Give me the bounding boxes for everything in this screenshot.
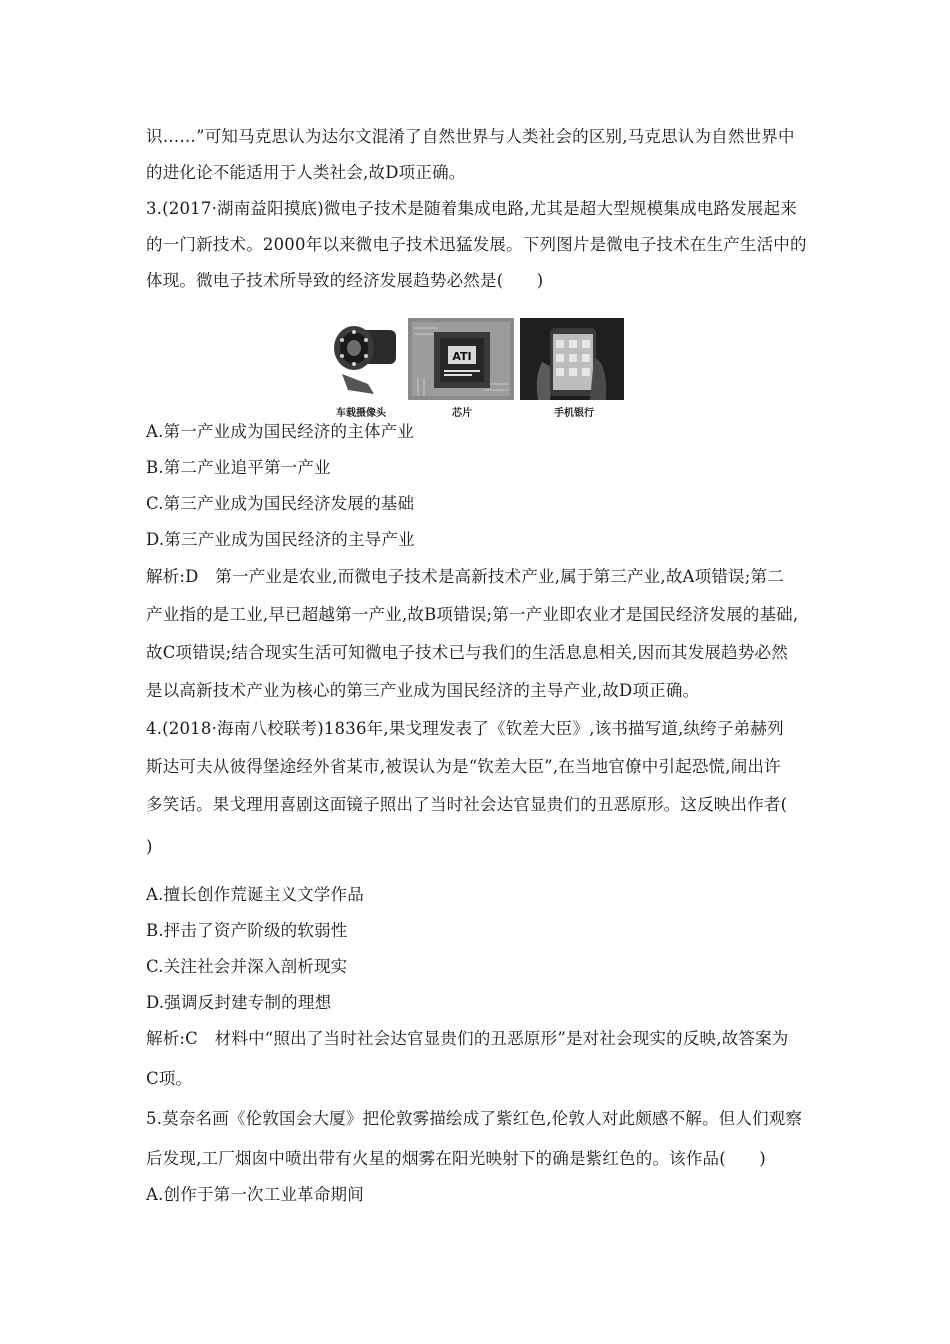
text-line: 多笑话。果戈理用喜剧这面镜子照出了当时社会达官显贵们的丑恶原形。这反映出作者(: [146, 795, 788, 814]
chip-icon: [408, 318, 514, 400]
question-4-stem: 4.(2018·海南八校联考)1836年,果戈理发表了《钦差大臣》,该书描写道,纨绔子弟赫列: [146, 719, 784, 738]
figure-chip: [408, 318, 514, 400]
figure-caption-phone: 手机银行: [554, 408, 594, 419]
figure-caption-chip: 芯片: [452, 408, 472, 419]
option-d: D.强调反封建专制的理想: [146, 993, 332, 1012]
text-line: 故C项错误;结合现实生活可知微电子技术已与我们的生活息息相关,因而其发展趋势必然: [146, 643, 788, 662]
option-b: B.第二产业追平第一产业: [146, 458, 331, 477]
phone-icon: [520, 318, 624, 400]
figure-row: [328, 318, 628, 418]
text-line: 的一门新技术。2000年以来微电子技术迅猛发展。下列图片是微电子技术在生产生活中的: [146, 235, 807, 254]
option-c: C.第三产业成为国民经济发展的基础: [146, 494, 415, 513]
text-line: 识……”可知马克思认为达尔文混淆了自然世界与人类社会的区别,马克思认为自然世界中: [146, 127, 795, 146]
figure-caption-camera: 车载摄像头: [336, 408, 386, 419]
explanation-3: 解析:D 第一产业是农业,而微电子技术是高新技术产业,属于第三产业,故A项错误;第二: [146, 567, 784, 586]
text-line: C项。: [146, 1069, 193, 1088]
option-a: A.第一产业成为国民经济的主体产业: [146, 422, 415, 441]
option-a: A.擅长创作荒诞主义文学作品: [146, 885, 364, 904]
figure-camera: [328, 318, 402, 400]
chip-label: ATI: [452, 350, 472, 363]
figure-phone: [520, 318, 624, 400]
text-line: 的进化论不能适用于人类社会,故D项正确。: [146, 163, 466, 182]
text-line: 斯达可夫从彼得堡途经外省某市,被误认为是“钦差大臣”,在当地官僚中引起恐慌,闹出许: [146, 757, 781, 776]
question-3-stem: 3.(2017·湖南益阳摸底)微电子技术是随着集成电路,尤其是超大型规模集成电路发展起来: [146, 199, 797, 218]
option-a: A.创作于第一次工业革命期间: [146, 1185, 364, 1204]
question-5-stem: 5.莫奈名画《伦敦国会大厦》把伦敦雾描绘成了紫红色,伦敦人对此颇感不解。但人们观察: [146, 1109, 803, 1128]
option-d: D.第三产业成为国民经济的主导产业: [146, 530, 415, 549]
text-line: 后发现,工厂烟囱中喷出带有火星的烟雾在阳光映射下的确是紫红色的。该作品( ): [146, 1149, 766, 1168]
option-c: C.关注社会并深入剖析现实: [146, 957, 348, 976]
text-line: 体现。微电子技术所导致的经济发展趋势必然是( ): [146, 271, 544, 290]
camera-icon: [328, 318, 402, 400]
explanation-4: 解析:C 材料中“照出了当时社会达官显贵们的丑恶原形”是对社会现实的反映,故答案为: [146, 1029, 789, 1048]
text-line: ): [146, 837, 153, 856]
option-b: B.抨击了资产阶级的软弱性: [146, 921, 348, 940]
text-line: 是以高新技术产业为核心的第三产业成为国民经济的主导产业,故D项正确。: [146, 681, 700, 700]
text-line: 产业指的是工业,早已超越第一产业,故B项错误;第一产业即农业才是国民经济发展的基础,: [146, 605, 799, 624]
